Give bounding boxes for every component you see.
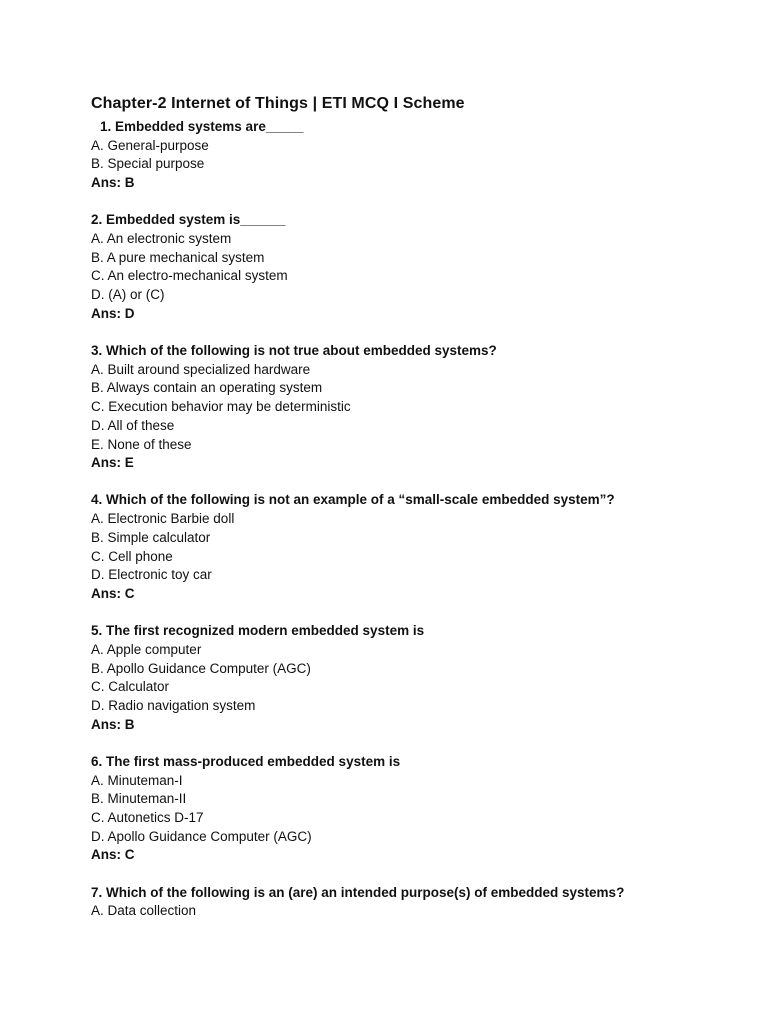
answer-text: Ans: B xyxy=(91,175,135,191)
question-block-3 xyxy=(91,342,731,473)
answer-text: Ans: C xyxy=(91,585,135,601)
option-b: B. Always contain an operating system xyxy=(91,380,323,396)
option-b: B. Minuteman-II xyxy=(91,791,187,807)
option-a: A. Data collection xyxy=(91,903,197,919)
answer-text: Ans: D xyxy=(91,305,135,321)
option-a: A. Minuteman-I xyxy=(91,772,183,788)
question-text: 1. Embedded systems are_____ xyxy=(100,119,304,134)
option-d: D. All of these xyxy=(91,417,175,433)
option-d: D. Radio navigation system xyxy=(91,697,256,713)
option-d: D. (A) or (C) xyxy=(91,287,165,303)
answer-text: Ans: B xyxy=(91,716,135,732)
option-b: B. Simple calculator xyxy=(91,529,211,545)
option-d: D. Apollo Guidance Computer (AGC) xyxy=(91,828,312,844)
option-d: D. Electronic toy car xyxy=(91,567,212,583)
option-c: C. Calculator xyxy=(91,679,170,695)
question-text: 2. Embedded system is______ xyxy=(91,212,286,228)
option-c: C. Execution behavior may be deterministic xyxy=(91,399,351,415)
option-c: C. An electro-mechanical system xyxy=(91,268,288,284)
question-text: 5. The first recognized modern embedded system is xyxy=(91,623,425,639)
option-a: A. Apple computer xyxy=(91,641,202,657)
option-c: C. Cell phone xyxy=(91,548,173,564)
question-block-4 xyxy=(91,491,731,603)
document-title: Chapter-2 Internet of Things | ETI MCQ I Scheme xyxy=(91,95,465,112)
question-block-6 xyxy=(91,753,731,865)
question-block-1 xyxy=(91,118,731,193)
question-block-2 xyxy=(91,211,731,323)
option-a: A. An electronic system xyxy=(91,231,232,247)
option-e: E. None of these xyxy=(91,436,192,452)
option-a: A. Built around specialized hardware xyxy=(91,361,311,377)
option-b: B. Special purpose xyxy=(91,156,205,172)
option-a: A. Electronic Barbie doll xyxy=(91,511,235,527)
question-text: 7. Which of the following is an (are) an intended purpose(s) of embedded systems? xyxy=(91,884,625,900)
question-block-5 xyxy=(91,622,731,734)
option-c: C. Autonetics D-17 xyxy=(91,810,204,825)
option-a: A. General-purpose xyxy=(91,137,209,153)
answer-text: Ans: E xyxy=(91,455,134,471)
question-text: 4. Which of the following is not an example of a “small-scale embedded system”? xyxy=(91,492,615,508)
option-b: B. A pure mechanical system xyxy=(91,249,265,265)
document-page xyxy=(91,93,731,940)
option-b: B. Apollo Guidance Computer (AGC) xyxy=(91,660,311,676)
question-text: 6. The first mass-produced embedded system is xyxy=(91,753,401,769)
question-block-7 xyxy=(91,884,731,921)
question-text: 3. Which of the following is not true about embedded systems? xyxy=(91,343,497,359)
answer-text: Ans: C xyxy=(91,847,135,863)
